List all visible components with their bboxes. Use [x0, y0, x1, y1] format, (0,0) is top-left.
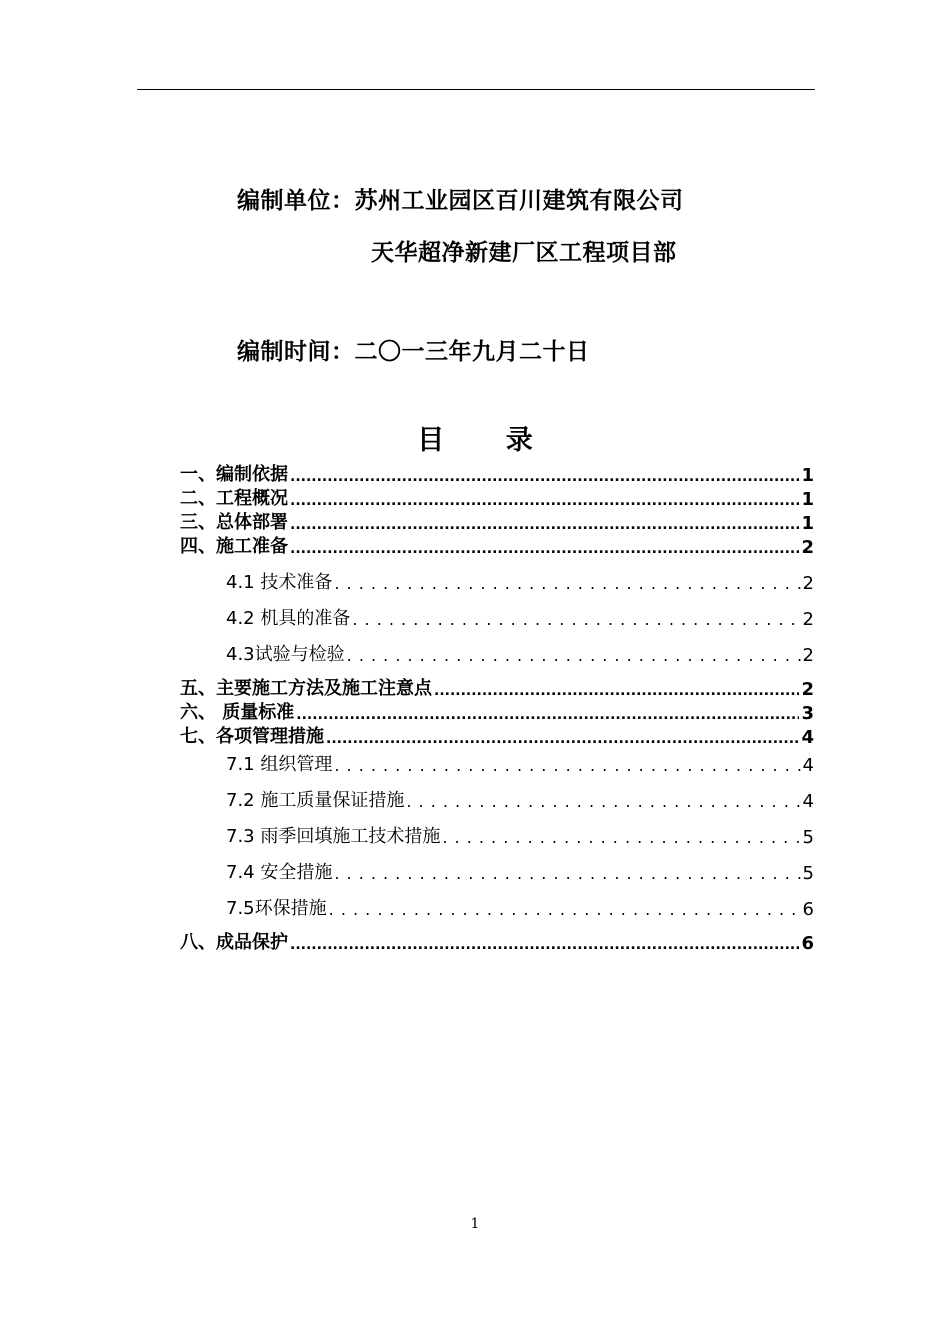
- toc-entry[interactable]: [180, 462, 814, 486]
- toc-leader: [290, 489, 799, 510]
- toc-entry-page: 4: [802, 791, 814, 812]
- toc-entry-page: 2: [802, 645, 814, 666]
- toc-subentry[interactable]: [180, 558, 814, 594]
- toc-entry-page: 2: [801, 679, 814, 700]
- toc-entry-page: 3: [801, 703, 814, 724]
- toc-entry-label: 三、总体部署: [180, 512, 288, 533]
- compiling-date: 编制时间：二〇一三年九月二十日: [237, 339, 590, 365]
- toc-entry[interactable]: [180, 666, 814, 700]
- toc-leader: [442, 827, 800, 848]
- toc-subentry[interactable]: [180, 594, 814, 630]
- toc-entry-label: 4.2 机具的准备: [226, 608, 351, 629]
- toc-subentry[interactable]: [180, 630, 814, 666]
- table-of-contents: [180, 462, 814, 954]
- toc-entry-label: 7.3 雨季回填施工技术措施: [226, 826, 441, 847]
- toc-entry-label: 7.4 安全措施: [226, 862, 333, 883]
- toc-leader: [290, 933, 799, 954]
- compiling-unit: 编制单位：苏州工业园区百川建筑有限公司: [237, 188, 684, 214]
- toc-leader: [352, 609, 800, 630]
- toc-entry-label: 7.2 施工质量保证措施: [226, 790, 405, 811]
- toc-entry-label: 7.5环保措施: [226, 898, 327, 919]
- toc-entry[interactable]: [180, 700, 814, 724]
- toc-leader: [329, 899, 801, 920]
- toc-leader: [334, 573, 800, 594]
- toc-entry-page: 5: [802, 863, 814, 884]
- header-rule: [137, 89, 815, 90]
- toc-entry-page: 6: [802, 899, 814, 920]
- toc-leader: [290, 537, 799, 558]
- toc-entry-page: 2: [802, 573, 814, 594]
- toc-leader: [290, 513, 799, 534]
- toc-subentry[interactable]: [180, 776, 814, 812]
- toc-entry-page: 4: [802, 755, 814, 776]
- toc-entry-page: 1: [801, 489, 814, 510]
- toc-entry-label: 四、施工准备: [180, 536, 288, 557]
- toc-entry-label: 八、成品保护: [180, 932, 288, 953]
- toc-leader: [406, 791, 800, 812]
- toc-entry[interactable]: [180, 486, 814, 510]
- toc-entry[interactable]: [180, 724, 814, 748]
- toc-entry[interactable]: [180, 510, 814, 534]
- toc-entry-page: 2: [801, 537, 814, 558]
- toc-entry-label: 二、工程概况: [180, 488, 288, 509]
- toc-leader: [334, 755, 800, 776]
- toc-title: 目 录: [417, 425, 559, 456]
- toc-entry-page: 2: [802, 609, 814, 630]
- toc-entry-page: 5: [802, 827, 814, 848]
- toc-entry[interactable]: [180, 920, 814, 954]
- toc-leader: [290, 465, 799, 486]
- toc-entry-page: 4: [801, 727, 814, 748]
- page-number: 1: [470, 1216, 480, 1232]
- toc-entry-label: 五、主要施工方法及施工注意点: [180, 678, 432, 699]
- toc-entry-label: 4.3试验与检验: [226, 644, 345, 665]
- toc-subentry[interactable]: [180, 748, 814, 776]
- toc-entry-label: 六、 质量标准: [180, 702, 295, 723]
- toc-subentry[interactable]: [180, 812, 814, 848]
- toc-leader: [296, 703, 799, 724]
- toc-entry-label: 4.1 技术准备: [226, 572, 333, 593]
- toc-entry[interactable]: [180, 534, 814, 558]
- toc-leader: [347, 645, 801, 666]
- toc-subentry[interactable]: [180, 884, 814, 920]
- toc-leader: [434, 679, 799, 700]
- project-department: 天华超净新建厂区工程项目部: [371, 240, 677, 266]
- toc-entry-page: 6: [801, 933, 814, 954]
- toc-entry-label: 7.1 组织管理: [226, 754, 333, 775]
- toc-entry-label: 一、编制依据: [180, 464, 288, 485]
- toc-entry-page: 1: [801, 513, 814, 534]
- toc-leader: [334, 863, 800, 884]
- toc-entry-page: 1: [801, 465, 814, 486]
- toc-leader: [326, 727, 799, 748]
- toc-subentry[interactable]: [180, 848, 814, 884]
- toc-entry-label: 七、各项管理措施: [180, 726, 324, 747]
